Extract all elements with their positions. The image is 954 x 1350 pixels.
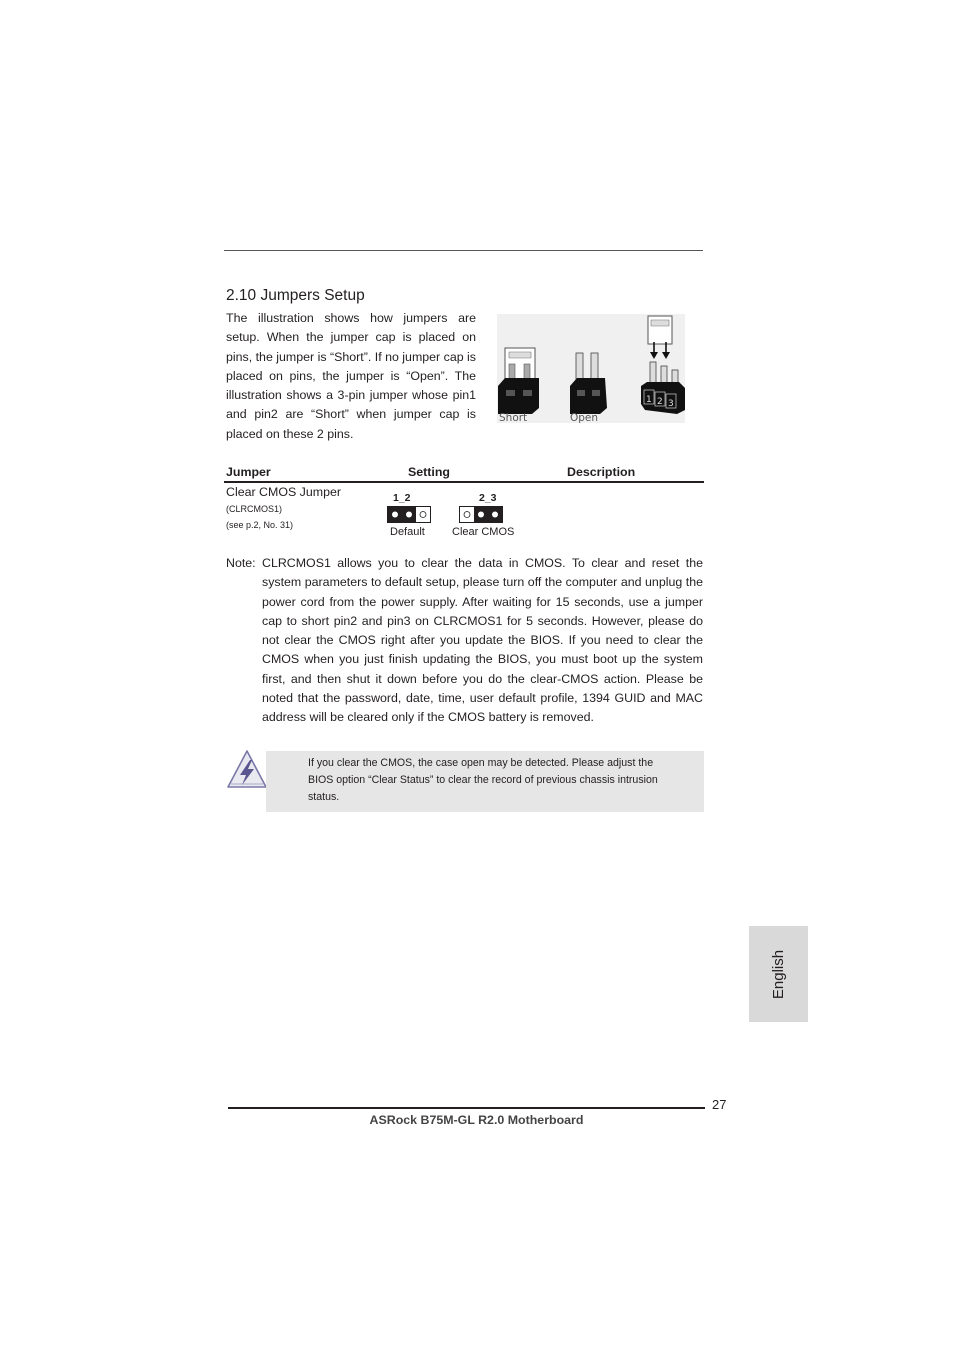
short-label: Short (499, 412, 528, 423)
jumper-id: (CLRCMOS1) (226, 504, 283, 514)
jumper-1-2-graphic (387, 506, 431, 523)
footer-product: ASRock B75M-GL R2.0 Motherboard (369, 1113, 584, 1127)
pin-number-2: 2 (657, 397, 663, 407)
pin-number-1: 1 (646, 395, 652, 405)
warning-icon (226, 748, 268, 790)
pin-number-3: 3 (668, 399, 674, 409)
setting-clear-label: Clear CMOS (452, 526, 515, 538)
intro-paragraph (226, 309, 476, 444)
table-header-jumper: Jumper (226, 465, 271, 479)
section-title: 2.10 Jumpers Setup (226, 287, 365, 304)
language-side-tab-label-wrap (749, 926, 808, 1022)
warning-text: If you clear the CMOS, the case open may be detected. Please adjust the BIOS option “Clear Status” to clear the record of previous chassis intrusion status. (308, 757, 658, 803)
header-rule (224, 250, 703, 251)
note-text: CLRCMOS1 allows you to clear the data in CMOS. To clear and reset the system parameters to default setup, please turn off the computer and unplug the power cord from the power supply. After waiting for 15 seconds, use a jumper cap to short pin2 and pin3 on CLRCMOS1 for 5 seconds. However, please do not clear the CMOS right after you update the BIOS. If you need to clear the CMOS when you just finish updating the BIOS, you must boot up the system first, and then shut it down before you do the clear-CMOS action. Please be noted that the password, date, time, user default profile, 1394 GUID and MAC address will be cleared only if the CMOS battery is removed. (262, 556, 703, 725)
jumper-illustration (497, 314, 685, 423)
table-header-description: Description (567, 465, 636, 479)
table-header-rule (224, 481, 704, 483)
jumper-ref: (see p.2, No. 31) (226, 520, 294, 530)
language-side-tab-label: English (769, 949, 787, 999)
note-prefix: Note: (226, 556, 256, 570)
page-number: 27 (712, 1097, 727, 1112)
jumper-2-3-graphic (459, 506, 503, 523)
table-header-setting: Setting (408, 465, 450, 479)
intro-text: The illustration shows how jumpers are setup. When the jumper cap is placed on pins, the jumper is “Short”. If no jumper cap is placed on pins, the jumper is “Open”. The illustration shows a 3-pin jumper whose pin1 and pin2 are “Short” when jumper cap is placed on these 2 pins. (226, 311, 476, 441)
open-label: Open (570, 412, 599, 423)
setting-default-label: Default (390, 526, 425, 538)
jumper-name: Clear CMOS Jumper (226, 485, 341, 499)
setting-clear-pins: 2_3 (479, 492, 497, 504)
setting-default-pins: 1_2 (393, 492, 411, 504)
footer-rule (228, 1107, 705, 1109)
